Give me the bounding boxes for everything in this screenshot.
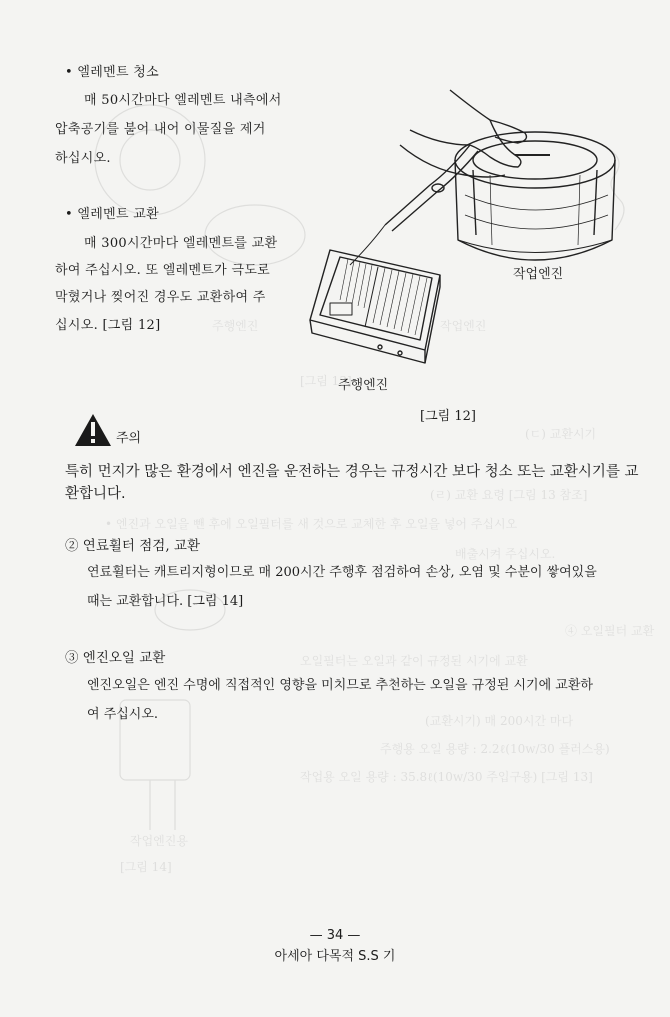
element-replace-line-2: 하여 주십시오. 또 엘레멘트가 극도로 (55, 263, 271, 278)
item2-line-2: 때는 교환합니다. [그림 14] (87, 594, 244, 609)
ghost-text: 작업엔진용 (130, 834, 188, 848)
item3-title: 엔진오일 교환 (82, 650, 166, 666)
drive-engine-element-drawing (310, 250, 440, 363)
element-replace-title: • 엘레멘트 교환 (65, 207, 159, 222)
item3-line-2: 여 주십시오. (87, 707, 159, 722)
ghost-text: 오일필터는 오일과 같이 규정된 시기에 교환 (300, 654, 528, 668)
element-replace-line-1: 매 300시간마다 엘레멘트를 교환 (84, 236, 278, 251)
label-work-engine: 작업엔진 (513, 267, 564, 282)
ghost-text: (ㄹ) 교환 요령 [그림 13 참조] (430, 488, 588, 502)
ghost-text: [그림 13] (300, 374, 352, 388)
item2-heading (65, 534, 200, 554)
element-cleaning-line-2: 압축공기를 불어 내어 이물질을 제거 (55, 122, 266, 137)
warning-line-2: 환합니다. (65, 486, 126, 502)
ghost-text: 주행용 오일 용량 : 2.2ℓ(10w/30 플러스용) (380, 742, 610, 756)
book-title: 아세아 다목적 S.S 기 (274, 949, 396, 964)
warning-line-1: 특히 먼지가 많은 환경에서 엔진을 운전하는 경우는 규정시간 보다 청소 또는 교환시기를 교 (65, 464, 639, 480)
ghost-text: 배출시켜 주십시오. (455, 547, 556, 561)
figure-12-illustration (290, 75, 650, 375)
work-engine-element-drawing (455, 132, 615, 260)
item2-line-1: 연료휠터는 캐트리지형이므로 매 200시간 주행후 점검하여 손상, 오염 및 수분이 쌓여있을 (87, 565, 597, 580)
item3-heading (65, 646, 165, 666)
item3-line-1: 엔진오일은 엔진 수명에 직접적인 영향을 미치므로 추천하는 오일을 규정된 시기에 교환하 (87, 678, 593, 693)
ghost-text: (ㄷ) 교환시기 (525, 427, 597, 441)
ghost-text: (교환시기) 매 200시간 마다 (425, 714, 574, 728)
page-number: — 34 — (309, 928, 361, 943)
warning-triangle-icon (73, 412, 113, 448)
item3-number: ③ (65, 650, 79, 666)
ghost-text: • 엔진과 오일을 뺀 후에 오일필터를 새 것으로 교체한 후 오일을 넣어 주십시오 (105, 517, 518, 531)
label-drive-engine: 주행엔진 (338, 378, 389, 393)
air-nozzle-hand-drawing (350, 90, 550, 265)
item2-number: ② (65, 538, 79, 554)
ghost-text: ④ 오일필터 교환 (565, 624, 655, 638)
item2-title: 연료휠터 점검, 교환 (82, 538, 200, 554)
element-cleaning-title: • 엘레멘트 청소 (65, 65, 159, 80)
element-cleaning-line-3: 하십시오. (55, 151, 111, 166)
figure-caption: [그림 12] (420, 409, 476, 424)
element-cleaning-line-1: 매 50시간마다 엘레멘트 내측에서 (84, 93, 282, 108)
ghost-text: [그림 14] (120, 860, 172, 874)
ghost-text: 작업용 오일 용량 : 35.8ℓ(10w/30 주입구용) [그림 13] (300, 770, 593, 784)
ghost-text: 작업엔진 (440, 319, 487, 333)
warning-label: 주의 (116, 431, 142, 446)
ghost-text: 주행엔진 (212, 319, 259, 333)
element-replace-line-4: 십시오. [그림 12] (55, 318, 161, 333)
element-replace-line-3: 막혔거나 찢어진 경우도 교환하여 주 (55, 290, 266, 305)
